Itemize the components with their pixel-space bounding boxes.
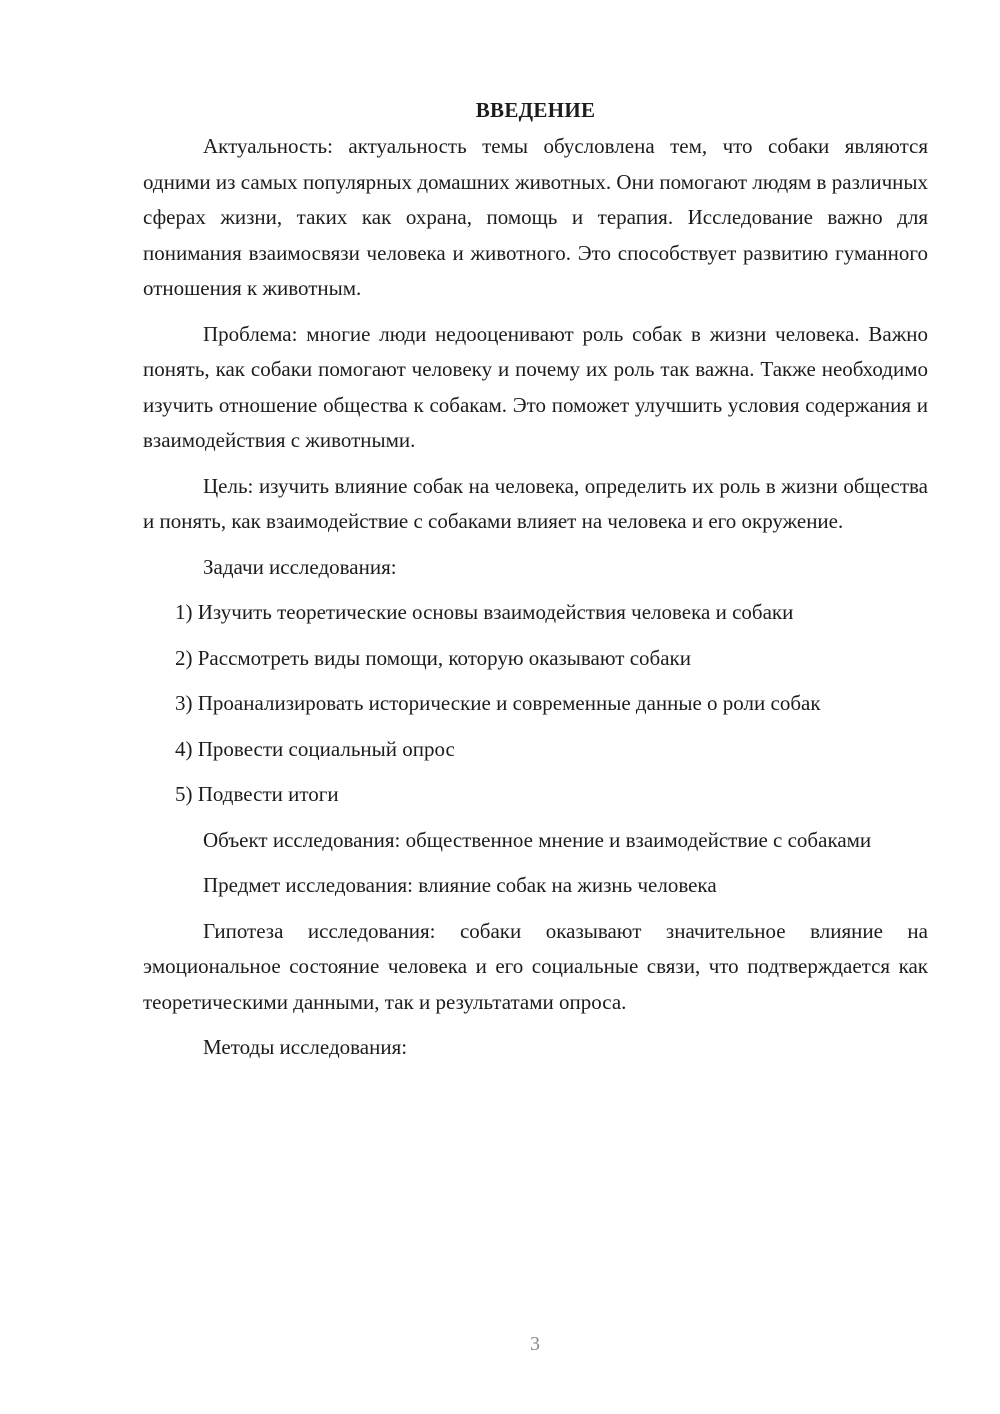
task-item-3: 3) Проанализировать исторические и современные данные о роли собак <box>175 691 821 715</box>
methods-heading: Методы исследования: <box>203 1035 408 1059</box>
document-page <box>143 95 928 1076</box>
page-number: 3 <box>530 1333 540 1355</box>
task-item-5: 5) Подвести итоги <box>175 782 339 806</box>
goal-paragraph: Цель: изучить влияние собак на человека, определить их роль в жизни общества и понять, как взаимодействие с собаками влияет на человека и его окружение. <box>143 473 928 533</box>
hypothesis-paragraph: Гипотеза исследования: собаки оказывают значительное влияние на эмоциональное состояние человека и его социальные связи, что подтверждается как теоретическими данными, так и результатами опроса. <box>143 918 928 1014</box>
task-item-1: 1) Изучить теоретические основы взаимодействия человека и собаки <box>175 600 794 624</box>
task-item-2: 2) Рассмотреть виды помощи, которую оказывают собаки <box>175 645 691 670</box>
tasks-heading: Задачи исследования: <box>203 554 397 579</box>
problem-paragraph: Проблема: многие люди недооценивают роль собак в жизни человека. Важно понять, как собаки помогают человеку и почему их роль так важна. Также необходимо изучить отношение общества к собакам. Это поможет улучшить условия содержания и взаимодействия с животными. <box>143 321 928 452</box>
object-paragraph: Объект исследования: общественное мнение и взаимодействие с собаками <box>203 827 872 852</box>
relevance-paragraph: Актуальность: актуальность темы обусловлена тем, что собаки являются одними из самых популярных домашних животных. Они помогают людям в различных сферах жизни, таких как охрана, помощь и терапия. Исследование важно для понимания взаимосвязи человека и животного. Это способствует развитию гуманного отношения к животным. <box>143 134 928 300</box>
subject-paragraph: Предмет исследования: влияние собак на жизнь человека <box>203 873 717 897</box>
page-title: ВВЕДЕНИЕ <box>475 98 596 122</box>
task-item-4: 4) Провести социальный опрос <box>175 736 455 761</box>
